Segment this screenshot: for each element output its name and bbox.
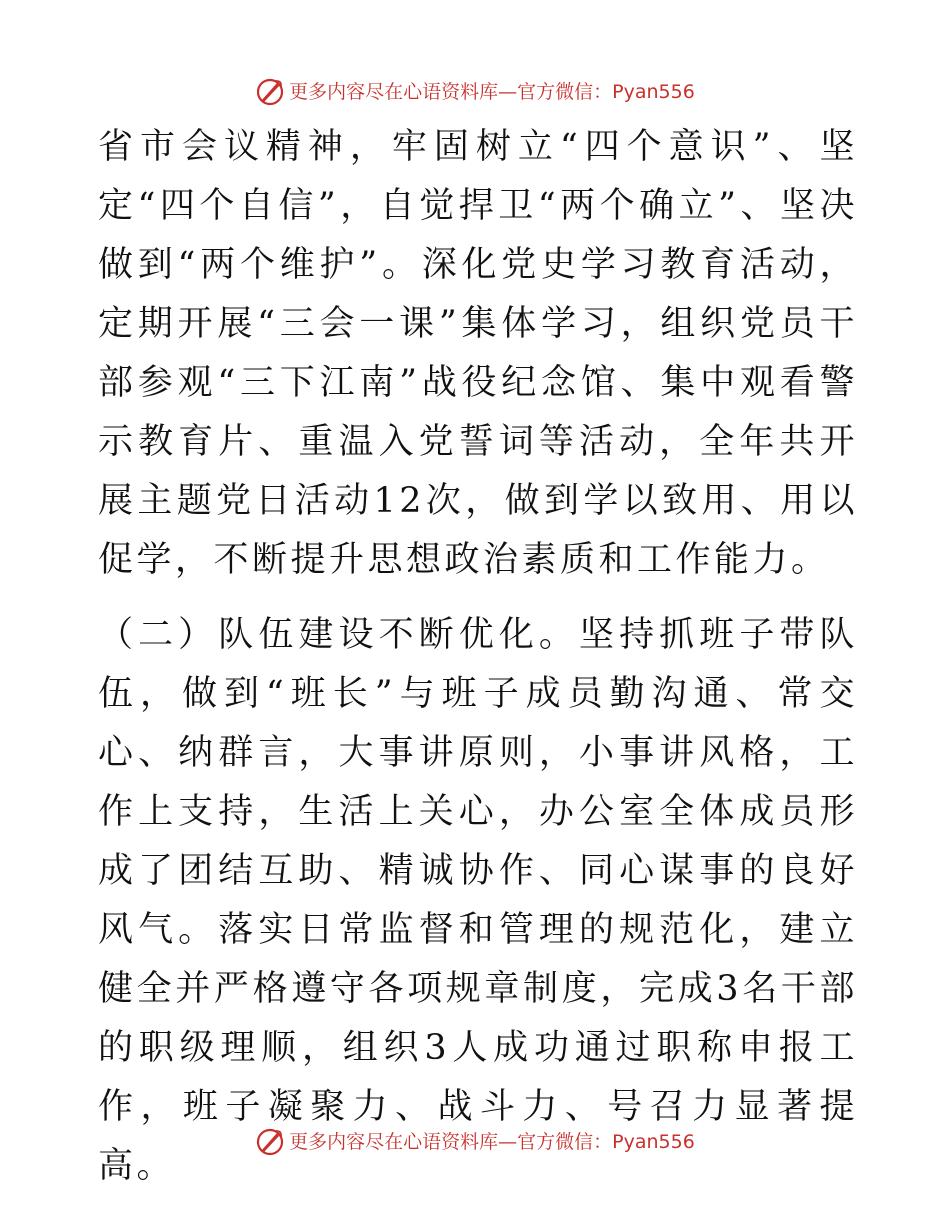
watermark-text: 更多内容尽在心语资料库—官方微信：Pyan556	[289, 1131, 695, 1153]
watermark-text: 更多内容尽在心语资料库—官方微信：Pyan556	[289, 81, 695, 103]
footer-watermark	[0, 1124, 950, 1158]
quill-logo-icon	[255, 77, 285, 107]
document-body	[98, 118, 858, 1196]
header-watermark	[0, 74, 950, 108]
paragraph-2: （二）队伍建设不断优化。坚持抓班子带队伍，做到“班长”与班子成员勤沟通、常交心、纳群言，大事讲原则，小事讲风格，工作上支持，生活上关心，办公室全体成员形成了团结互助、精诚协作、同心谋事的良好风气。落实日常监督和管理的规范化，建立健全并严格遵守各项规章制度，完成3名干部的职级理顺，组织3人成功通过职称申报工作，班子凝聚力、战斗力、号召力显著提高。	[98, 615, 858, 1186]
paragraph-1: 省市会议精神，牢固树立“四个意识”、坚定“四个自信”，自觉捍卫“两个确立”、坚决做到“两个维护”。深化党史学习教育活动，定期开展“三会一课”集体学习，组织党员干部参观“三下江南”战役纪念馆、集中观看警示教育片、重温入党誓词等活动，全年共开展主题党日活动12次，做到学以致用、用以促学，不断提升思想政治素质和工作能力。	[98, 127, 858, 580]
quill-logo-icon	[255, 1127, 285, 1157]
